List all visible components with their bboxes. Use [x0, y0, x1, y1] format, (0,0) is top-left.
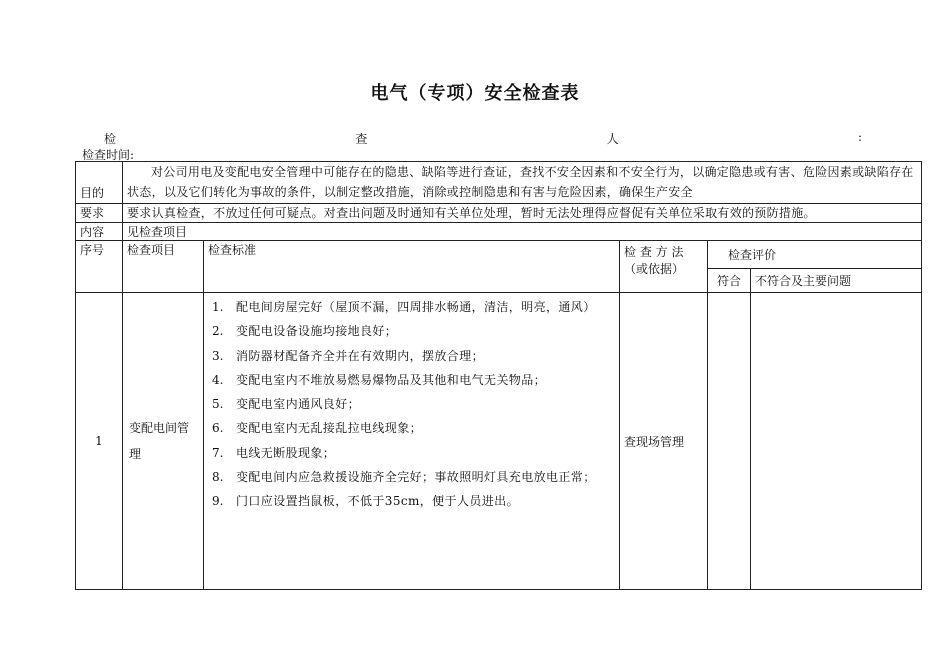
criteria-number: 4. [212, 372, 224, 387]
criteria-number: 6. [212, 421, 224, 436]
criteria-number: 3. [212, 348, 224, 363]
criteria-text: 变配电室内不堆放易燃易爆物品及其他和电气无关物品； [236, 372, 547, 387]
criteria-number: 2. [212, 324, 224, 339]
document-title: 电气（专项）安全检查表 [370, 83, 580, 104]
content-label: 内容 [76, 223, 123, 241]
criteria-number: 9. [212, 494, 224, 509]
purpose-text: 对公司用电及变配电安全管理中可能存在的隐患、缺陷等进行查证，查找不安全因素和不安全行为，以确定隐患或有害、危险因素或缺陷存在状态，以及它们转化为事故的条件，以制定整改措施，消除或控制隐患和有害与危险因素，确保生产安全 [123, 162, 922, 204]
list-item [212, 465, 615, 489]
criteria-number: 1. [212, 300, 224, 314]
row-seq: 1 [76, 293, 123, 590]
criteria-number: 8. [212, 470, 224, 485]
list-item [212, 319, 615, 343]
criteria-text: 变配电设备设施均接地良好； [236, 324, 398, 339]
checklist-table [75, 161, 922, 590]
list-item [212, 416, 615, 440]
row-item: 变配电间管理 [123, 293, 204, 590]
row-conform-cell[interactable] [708, 293, 751, 590]
criteria-text: 变配电间内应急救援设施齐全完好；事故照明灯具充电放电正常； [236, 470, 596, 485]
list-item [212, 441, 615, 465]
list-item [212, 295, 615, 319]
header-method: 检 查 方 法（或依据） [620, 241, 708, 293]
header-standard: 检查标准 [204, 241, 620, 293]
criteria-number: 5. [212, 397, 224, 412]
requirement-row [76, 204, 922, 223]
row-nonconform-cell[interactable] [751, 293, 922, 590]
criteria-list [208, 293, 615, 514]
purpose-row [76, 162, 922, 204]
list-item [212, 344, 615, 368]
header-item: 检查项目 [123, 241, 204, 293]
table-row [76, 293, 922, 590]
list-item [212, 368, 615, 392]
requirement-text: 要求认真检查，不放过任何可疑点。对查出问题及时通知有关单位处理，暂时无法处理得应督促有关单位采取有效的预防措施。 [123, 204, 922, 223]
criteria-text: 门口应设置挡鼠板，不低于35cm，便于人员进出。 [236, 494, 519, 509]
list-item [212, 489, 615, 513]
list-item [212, 392, 615, 416]
inspector-label-char: 查 [355, 132, 368, 146]
header-nonconform: 不符合及主要问题 [751, 269, 922, 293]
row-criteria [204, 293, 620, 590]
criteria-text: 消防器材配备齐全并在有效期内，摆放合理； [236, 348, 485, 363]
criteria-text: 变配电室内无乱接乱拉电线现象； [236, 421, 423, 436]
row-method: 查现场管理 [620, 293, 708, 590]
inspection-time-label: 检查时间: [82, 148, 135, 162]
criteria-number: 7. [212, 445, 224, 460]
inspector-label-char: : [857, 130, 862, 144]
header-evaluation: 检查评价 [708, 241, 922, 269]
criteria-text: 电线无断股现象； [236, 445, 336, 460]
inspector-label-char: 人 [606, 132, 619, 146]
content-text: 见检查项目 [123, 223, 922, 241]
purpose-label: 目的 [76, 162, 123, 204]
header-seq: 序号 [76, 241, 123, 293]
content-row [76, 223, 922, 241]
criteria-text: 变配电室内通风良好； [236, 397, 361, 412]
header-row [76, 241, 922, 269]
requirement-label: 要求 [76, 204, 123, 223]
criteria-text: 配电间房屋完好（屋顶不漏，四周排水畅通，清洁，明亮，通风） [236, 300, 596, 314]
inspector-field [104, 130, 862, 147]
inspector-label-char: 检 [104, 132, 117, 146]
header-conform: 符合 [708, 269, 751, 293]
